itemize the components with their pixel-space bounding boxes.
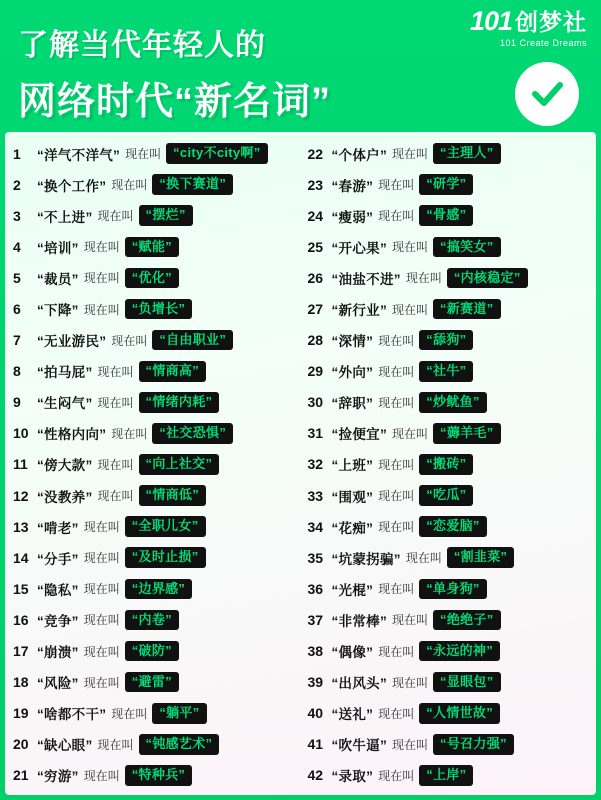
term-row <box>302 636 593 667</box>
term-new-word: “主理人” <box>433 143 501 164</box>
term-connector-label: 现在叫 <box>97 395 134 410</box>
term-new-word: “内卷” <box>125 610 179 631</box>
brand-name: 创梦社 <box>515 9 587 35</box>
term-new-word: “新赛道” <box>433 299 501 320</box>
term-connector-label: 现在叫 <box>83 582 120 597</box>
term-old-word: “外向” <box>331 365 374 381</box>
term-new-word: “薅羊毛” <box>433 423 501 444</box>
term-row <box>9 325 300 356</box>
term-new-word: “炒鱿鱼” <box>419 392 487 413</box>
term-row <box>302 169 593 200</box>
brand-tagline: 101 Create Dreams <box>499 38 587 48</box>
term-connector-label: 现在叫 <box>405 551 442 566</box>
term-old-word: “围观” <box>331 489 374 505</box>
term-new-word: “避雷” <box>125 672 179 693</box>
term-row <box>302 511 593 542</box>
term-row <box>9 356 300 387</box>
term-number: 11 <box>13 456 28 473</box>
term-connector-label: 现在叫 <box>83 613 120 628</box>
term-new-word: “社交恐惧” <box>152 423 233 444</box>
term-old-word: “洋气不洋气” <box>37 147 121 163</box>
term-new-word: “赋能” <box>125 237 179 258</box>
term-old-word: “出风头” <box>331 676 387 692</box>
term-connector-label: 现在叫 <box>83 271 120 286</box>
term-row <box>9 698 300 729</box>
term-new-word: “及时止损” <box>125 547 206 568</box>
term-row <box>9 636 300 667</box>
term-connector-label: 现在叫 <box>97 209 134 224</box>
term-old-word: “裁员” <box>37 271 79 287</box>
term-number: 14 <box>13 549 29 566</box>
term-number: 3 <box>13 207 21 224</box>
term-old-word: “送礼” <box>331 707 374 723</box>
term-connector-label: 现在叫 <box>111 426 148 441</box>
term-connector-label: 现在叫 <box>378 178 415 193</box>
term-new-word: “特种兵” <box>125 765 193 786</box>
term-connector-label: 现在叫 <box>378 489 415 504</box>
term-connector-label: 现在叫 <box>378 457 415 472</box>
term-old-word: “油盐不进” <box>331 271 401 287</box>
term-row <box>302 325 593 356</box>
term-connector-label: 现在叫 <box>97 737 134 752</box>
term-old-word: “崩溃” <box>37 645 79 661</box>
term-number: 17 <box>13 643 29 660</box>
term-old-word: “分手” <box>37 551 79 567</box>
term-number: 4 <box>13 238 21 255</box>
term-connector-label: 现在叫 <box>83 302 120 317</box>
term-row <box>9 667 300 698</box>
term-number: 8 <box>13 363 21 380</box>
term-connector-label: 现在叫 <box>97 489 134 504</box>
term-connector-label: 现在叫 <box>111 333 148 348</box>
term-row <box>9 293 300 324</box>
term-old-word: “深情” <box>331 334 374 350</box>
term-number: 6 <box>13 301 21 318</box>
term-connector-label: 现在叫 <box>83 644 120 659</box>
term-number: 27 <box>307 301 324 318</box>
term-new-word: “破防” <box>125 641 179 662</box>
page-title-line-2: 网络时代“新名词” <box>18 81 332 123</box>
term-old-word: “生闷气” <box>37 396 93 412</box>
term-old-word: “吹牛逼” <box>331 738 387 754</box>
term-number: 30 <box>307 394 324 411</box>
term-row <box>9 231 300 262</box>
term-new-word: “情商低” <box>139 485 207 506</box>
term-number: 16 <box>13 611 29 628</box>
term-old-word: “没教养” <box>37 489 93 505</box>
term-old-word: “花痴” <box>331 520 374 536</box>
term-old-word: “啥都不干” <box>37 707 107 723</box>
term-row <box>9 418 300 449</box>
term-new-word: “绝绝子” <box>433 610 501 631</box>
term-connector-label: 现在叫 <box>111 706 148 721</box>
term-number: 5 <box>13 269 21 286</box>
term-old-word: “坑蒙拐骗” <box>331 551 401 567</box>
term-old-word: “竞争” <box>37 613 79 629</box>
term-connector-label: 现在叫 <box>378 395 415 410</box>
term-new-word: “边界感” <box>125 579 193 600</box>
term-number: 18 <box>13 674 29 691</box>
term-new-word: “city不city啊” <box>166 143 267 164</box>
term-new-word: “舔狗” <box>419 330 473 351</box>
term-old-word: “下降” <box>37 303 79 319</box>
term-row <box>9 138 300 169</box>
term-old-word: “捡便宜” <box>331 427 387 443</box>
check-circle-icon <box>515 62 579 126</box>
term-new-word: “优化” <box>125 268 179 289</box>
term-new-word: “情商高” <box>139 361 207 382</box>
term-old-word: “个体户” <box>331 147 387 163</box>
term-number: 38 <box>307 643 324 660</box>
terms-column-left <box>9 138 300 791</box>
term-row <box>302 387 593 418</box>
term-new-word: “单身狗” <box>419 579 487 600</box>
term-number: 15 <box>13 580 29 597</box>
term-new-word: “情绪内耗” <box>139 392 220 413</box>
term-connector-label: 现在叫 <box>392 737 429 752</box>
term-old-word: “不上进” <box>37 209 93 225</box>
term-number: 2 <box>13 176 21 193</box>
term-number: 31 <box>307 425 324 442</box>
term-row <box>302 667 593 698</box>
term-row <box>302 231 593 262</box>
term-new-word: “人情世故” <box>419 703 500 724</box>
term-row <box>302 729 593 760</box>
poster-header <box>0 0 601 132</box>
term-new-word: “永远的神” <box>419 641 500 662</box>
term-new-word: “吃瓜” <box>419 485 473 506</box>
term-connector-label: 现在叫 <box>378 706 415 721</box>
term-new-word: “骨感” <box>419 205 473 226</box>
term-row <box>9 169 300 200</box>
term-new-word: “恋爱脑” <box>419 516 487 537</box>
term-number: 25 <box>307 238 324 255</box>
term-row <box>9 729 300 760</box>
term-connector-label: 现在叫 <box>405 271 442 286</box>
term-new-word: “钝感艺术” <box>139 734 220 755</box>
term-old-word: “上班” <box>331 458 374 474</box>
term-new-word: “搬砖” <box>419 454 473 475</box>
term-new-word: “搞笑女” <box>433 237 501 258</box>
term-connector-label: 现在叫 <box>125 147 162 162</box>
term-number: 10 <box>13 425 29 442</box>
term-row <box>302 604 593 635</box>
term-row <box>9 262 300 293</box>
term-old-word: “开心果” <box>331 240 387 256</box>
term-connector-label: 现在叫 <box>378 582 415 597</box>
terms-column-right <box>302 138 593 791</box>
term-row <box>9 200 300 231</box>
term-new-word: “上岸” <box>419 765 473 786</box>
term-row <box>302 200 593 231</box>
term-new-word: “躺平” <box>152 703 206 724</box>
term-connector-label: 现在叫 <box>392 613 429 628</box>
term-old-word: “培训” <box>37 240 79 256</box>
term-row <box>302 698 593 729</box>
term-number: 36 <box>307 580 324 597</box>
term-new-word: “换下赛道” <box>152 174 233 195</box>
term-row <box>302 293 593 324</box>
term-old-word: “性格内向” <box>37 427 107 443</box>
term-number: 28 <box>307 332 324 349</box>
term-new-word: “向上社交” <box>139 454 220 475</box>
term-old-word: “穷游” <box>37 769 79 785</box>
term-connector-label: 现在叫 <box>378 209 415 224</box>
term-old-word: “录取” <box>331 769 374 785</box>
term-number: 29 <box>307 363 324 380</box>
brand-logo-block <box>470 8 587 48</box>
term-connector-label: 现在叫 <box>392 302 429 317</box>
term-old-word: “拍马屁” <box>37 365 93 381</box>
term-connector-label: 现在叫 <box>392 675 429 690</box>
term-row <box>302 760 593 791</box>
term-new-word: “全职儿女” <box>125 516 206 537</box>
term-number: 7 <box>13 332 21 349</box>
term-old-word: “风险” <box>37 676 79 692</box>
term-connector-label: 现在叫 <box>378 364 415 379</box>
term-number: 32 <box>307 456 324 473</box>
term-connector-label: 现在叫 <box>378 333 415 348</box>
term-old-word: “光棍” <box>331 582 374 598</box>
term-connector-label: 现在叫 <box>83 240 120 255</box>
term-row <box>302 418 593 449</box>
term-number: 39 <box>307 674 324 691</box>
term-number: 21 <box>13 767 29 784</box>
term-connector-label: 现在叫 <box>83 551 120 566</box>
term-new-word: “号召力强” <box>433 734 514 755</box>
term-new-word: “摆烂” <box>139 205 193 226</box>
term-row <box>9 760 300 791</box>
term-row <box>9 542 300 573</box>
term-old-word: “春游” <box>331 178 374 194</box>
term-row <box>9 387 300 418</box>
term-number: 23 <box>307 176 324 193</box>
term-old-word: “傍大款” <box>37 458 93 474</box>
term-row <box>302 138 593 169</box>
term-number: 13 <box>13 518 29 535</box>
term-old-word: “隐私” <box>37 582 79 598</box>
term-connector-label: 现在叫 <box>392 240 429 255</box>
term-old-word: “无业游民” <box>37 334 107 350</box>
term-number: 34 <box>307 518 324 535</box>
term-connector-label: 现在叫 <box>83 768 120 783</box>
term-row <box>9 573 300 604</box>
term-number: 33 <box>307 487 324 504</box>
term-new-word: “社牛” <box>419 361 473 382</box>
term-number: 24 <box>307 207 324 224</box>
term-old-word: “瘦弱” <box>331 209 374 225</box>
term-new-word: “研学” <box>419 174 473 195</box>
term-row <box>302 262 593 293</box>
term-number: 40 <box>307 705 324 722</box>
term-number: 9 <box>13 394 21 411</box>
term-connector-label: 现在叫 <box>378 768 415 783</box>
page-title-line-1: 了解当代年轻人的 <box>18 29 266 62</box>
term-connector-label: 现在叫 <box>392 426 429 441</box>
term-row <box>9 511 300 542</box>
term-old-word: “缺心眼” <box>37 738 93 754</box>
term-old-word: “辞职” <box>331 396 374 412</box>
term-old-word: “新行业” <box>331 303 387 319</box>
term-connector-label: 现在叫 <box>378 644 415 659</box>
term-old-word: “非常棒” <box>331 613 387 629</box>
term-connector-label: 现在叫 <box>83 675 120 690</box>
term-number: 35 <box>307 549 324 566</box>
term-row <box>302 573 593 604</box>
term-connector-label: 现在叫 <box>378 520 415 535</box>
term-new-word: “内核稳定” <box>447 268 528 289</box>
term-number: 22 <box>307 145 324 162</box>
term-connector-label: 现在叫 <box>97 457 134 472</box>
brand-101-logo: 101 <box>469 6 512 36</box>
terms-panel <box>5 132 596 795</box>
term-old-word: “啃老” <box>37 520 79 536</box>
term-row <box>9 604 300 635</box>
term-row <box>302 449 593 480</box>
term-number: 37 <box>307 611 324 628</box>
term-number: 26 <box>307 269 324 286</box>
term-connector-label: 现在叫 <box>111 178 148 193</box>
term-row <box>9 480 300 511</box>
term-new-word: “显眼包” <box>433 672 501 693</box>
term-number: 12 <box>13 487 29 504</box>
term-number: 1 <box>13 145 21 162</box>
term-number: 20 <box>13 736 29 753</box>
term-row <box>302 480 593 511</box>
term-number: 42 <box>307 767 324 784</box>
term-old-word: “偶像” <box>331 645 374 661</box>
term-connector-label: 现在叫 <box>392 147 429 162</box>
term-number: 41 <box>307 736 324 753</box>
term-new-word: “自由职业” <box>152 330 233 351</box>
term-row <box>302 542 593 573</box>
term-row <box>9 449 300 480</box>
term-number: 19 <box>13 705 29 722</box>
term-connector-label: 现在叫 <box>97 364 134 379</box>
term-new-word: “割韭菜” <box>447 547 515 568</box>
term-new-word: “负增长” <box>125 299 193 320</box>
term-connector-label: 现在叫 <box>83 520 120 535</box>
term-row <box>302 356 593 387</box>
term-old-word: “换个工作” <box>37 178 107 194</box>
